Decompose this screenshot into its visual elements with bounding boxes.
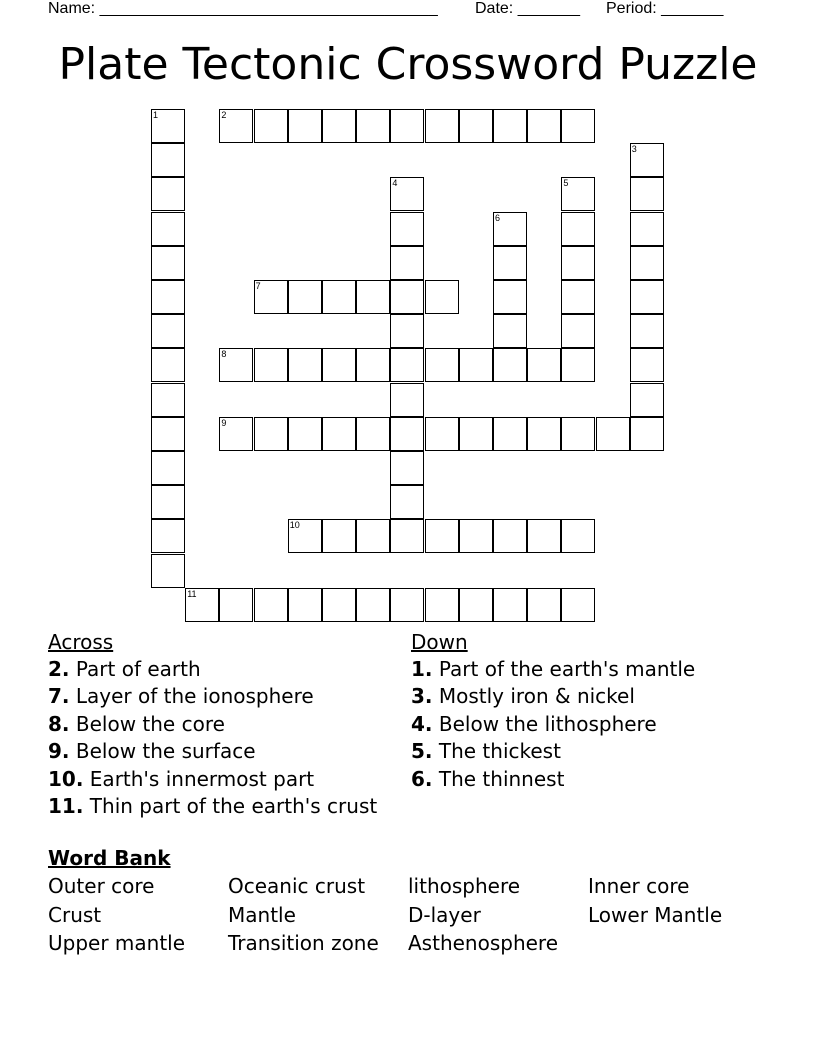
crossword-cell[interactable] (527, 348, 561, 382)
crossword-cell[interactable] (151, 485, 185, 519)
word-bank-word: Lower Mantle (588, 902, 723, 927)
crossword-cell[interactable] (288, 280, 322, 314)
word-bank-word: Transition zone (228, 931, 379, 955)
crossword-cell[interactable] (390, 246, 424, 280)
crossword-cell[interactable] (527, 588, 561, 622)
crossword-cell[interactable] (561, 519, 595, 553)
crossword-cell[interactable] (459, 348, 493, 382)
word-bank-word: Upper mantle (48, 931, 186, 955)
across-clue (48, 766, 377, 793)
crossword-cell[interactable] (288, 109, 322, 143)
cell-number: 10 (289, 520, 300, 531)
crossword-cell[interactable] (185, 588, 219, 622)
crossword-cell[interactable] (390, 348, 424, 382)
crossword-cell[interactable] (630, 417, 664, 451)
crossword-cell[interactable] (254, 588, 288, 622)
clue-text: The thinnest (438, 766, 565, 791)
crossword-cell[interactable] (288, 519, 322, 553)
crossword-cell[interactable] (527, 109, 561, 143)
crossword-cell[interactable] (151, 143, 185, 177)
crossword-cell[interactable] (288, 417, 322, 451)
word-bank-word: Crust (48, 902, 102, 927)
clue-number: 3. (411, 684, 433, 709)
clue-number: 11. (48, 794, 84, 819)
word-bank (48, 844, 768, 958)
clue-text: Below the core (75, 711, 225, 736)
cell-number: 9 (221, 417, 227, 428)
crossword-cell[interactable] (425, 109, 459, 143)
crossword-cell[interactable] (493, 348, 527, 382)
crossword-cell[interactable] (561, 348, 595, 382)
cell-number: 2 (221, 110, 227, 120)
crossword-cell[interactable] (493, 588, 527, 622)
crossword-cell[interactable] (356, 109, 390, 143)
crossword-cell[interactable] (356, 588, 390, 622)
crossword-cell[interactable] (254, 109, 288, 143)
clue-number: 10. (48, 766, 84, 791)
cell-number: 5 (563, 178, 569, 189)
crossword-cell[interactable] (356, 348, 390, 382)
crossword-cell[interactable] (254, 348, 288, 382)
crossword-cell[interactable] (151, 383, 185, 417)
clue-text: Earth's innermost part (89, 766, 315, 791)
crossword-cell[interactable] (390, 177, 424, 211)
crossword-cell[interactable] (493, 417, 527, 451)
clue-text: Layer of the ionosphere (75, 684, 314, 709)
word-bank-word: Outer core (48, 874, 155, 898)
crossword-cell[interactable] (596, 417, 630, 451)
crossword-cell[interactable] (288, 588, 322, 622)
crossword-cell[interactable] (630, 314, 664, 348)
cell-number: 6 (495, 212, 501, 223)
crossword-cell[interactable] (630, 143, 664, 177)
crossword-cell[interactable] (493, 212, 527, 246)
crossword-cell[interactable] (630, 246, 664, 280)
word-bank-word: Inner core (588, 874, 690, 898)
crossword-cell[interactable] (322, 519, 356, 553)
crossword-cell[interactable] (390, 451, 424, 485)
across-clue (48, 683, 377, 710)
across-clue (48, 793, 377, 820)
clue-number: 7. (48, 684, 70, 709)
crossword-cell[interactable] (151, 280, 185, 314)
down-clues (411, 628, 695, 793)
crossword-cell[interactable] (390, 588, 424, 622)
cell-number: 3 (631, 144, 637, 155)
cell-number: 8 (221, 349, 227, 360)
across-clue (48, 711, 377, 738)
word-bank-heading: Word Bank (48, 846, 171, 870)
date-field[interactable]: Date: _______ (475, 0, 580, 17)
crossword-cell[interactable] (219, 417, 253, 451)
down-heading: Down (411, 630, 468, 654)
crossword-cell[interactable] (561, 314, 595, 348)
cell-number: 7 (255, 281, 261, 291)
clue-text: Part of the earth's mantle (438, 657, 696, 681)
clue-number: 9. (48, 739, 70, 764)
cell-number: 1 (153, 110, 159, 120)
crossword-cell[interactable] (219, 588, 253, 622)
crossword-cell[interactable] (390, 212, 424, 246)
clue-number: 8. (48, 711, 70, 736)
crossword-cell[interactable] (151, 246, 185, 280)
crossword-cell[interactable] (425, 280, 459, 314)
crossword-cell[interactable] (322, 348, 356, 382)
word-bank-word: lithosphere (408, 874, 521, 898)
crossword-cell[interactable] (630, 177, 664, 211)
crossword-cell[interactable] (219, 109, 253, 143)
crossword-cell[interactable] (390, 314, 424, 348)
word-bank-word: Asthenosphere (408, 931, 559, 955)
crossword-cell[interactable] (630, 280, 664, 314)
crossword-cell[interactable] (322, 280, 356, 314)
across-clue (48, 656, 377, 683)
across-clues (48, 628, 377, 820)
crossword-cell[interactable] (459, 417, 493, 451)
crossword-cell[interactable] (425, 588, 459, 622)
clue-number: 5. (411, 739, 433, 764)
word-bank-word: D-layer (408, 902, 481, 927)
crossword-cell[interactable] (288, 348, 322, 382)
clue-text: Below the lithosphere (438, 711, 657, 736)
crossword-cell[interactable] (561, 280, 595, 314)
clue-text: Mostly iron & nickel (438, 684, 635, 709)
clue-text: Thin part of the earth's crust (89, 794, 378, 819)
crossword-cell[interactable] (151, 554, 185, 588)
word-bank-word: Oceanic crust (228, 874, 366, 898)
crossword-cell[interactable] (561, 177, 595, 211)
crossword-cell[interactable] (561, 109, 595, 143)
crossword-cell[interactable] (254, 280, 288, 314)
across-heading: Across (48, 630, 114, 654)
crossword-cell[interactable] (322, 109, 356, 143)
crossword-cell[interactable] (151, 177, 185, 211)
crossword-cell[interactable] (356, 417, 390, 451)
down-clue (411, 683, 695, 710)
across-clue (48, 738, 377, 765)
crossword-cell[interactable] (630, 383, 664, 417)
crossword-cell[interactable] (390, 109, 424, 143)
crossword-cell[interactable] (151, 348, 185, 382)
crossword-cell[interactable] (493, 246, 527, 280)
clue-number: 4. (411, 711, 433, 736)
crossword-cell[interactable] (322, 588, 356, 622)
crossword-cell[interactable] (459, 519, 493, 553)
crossword-cell[interactable] (356, 519, 390, 553)
crossword-cell[interactable] (493, 280, 527, 314)
crossword-cell[interactable] (151, 109, 185, 143)
crossword-cell[interactable] (459, 588, 493, 622)
clue-text: The thickest (438, 739, 561, 764)
crossword-cell[interactable] (493, 109, 527, 143)
crossword-cell[interactable] (425, 348, 459, 382)
crossword-cell[interactable] (493, 314, 527, 348)
crossword-cell[interactable] (254, 417, 288, 451)
crossword-cell[interactable] (390, 485, 424, 519)
clue-number: 2. (48, 657, 70, 681)
clue-text: Below the surface (75, 739, 256, 764)
crossword-cell[interactable] (390, 280, 424, 314)
word-bank-word: Mantle (228, 902, 296, 927)
crossword-cell[interactable] (219, 348, 253, 382)
down-clue (411, 656, 695, 683)
name-field[interactable]: Name: ______________________________________ (48, 0, 438, 17)
crossword-cell[interactable] (561, 246, 595, 280)
crossword-cell[interactable] (356, 280, 390, 314)
crossword-cell[interactable] (425, 417, 459, 451)
crossword-cell[interactable] (425, 519, 459, 553)
crossword-cell[interactable] (561, 417, 595, 451)
period-field[interactable]: Period: _______ (606, 0, 724, 17)
clue-number: 6. (411, 766, 433, 791)
crossword-cell[interactable] (561, 588, 595, 622)
crossword-cell[interactable] (527, 417, 561, 451)
crossword-cell[interactable] (390, 383, 424, 417)
crossword-cell[interactable] (561, 212, 595, 246)
down-clue (411, 766, 695, 793)
crossword-cell[interactable] (390, 417, 424, 451)
down-clue (411, 711, 695, 738)
crossword-cell[interactable] (527, 519, 561, 553)
crossword-cell[interactable] (151, 212, 185, 246)
clue-number: 1. (411, 657, 433, 681)
crossword-cell[interactable] (151, 417, 185, 451)
crossword-cell[interactable] (151, 519, 185, 553)
crossword-cell[interactable] (459, 109, 493, 143)
crossword-cell[interactable] (151, 314, 185, 348)
crossword-cell[interactable] (390, 519, 424, 553)
crossword-cell[interactable] (493, 519, 527, 553)
crossword-cell[interactable] (151, 451, 185, 485)
crossword-cell[interactable] (630, 212, 664, 246)
puzzle-title: Plate Tectonic Crossword Puzzle (58, 39, 758, 90)
cell-number: 11 (187, 588, 197, 599)
cell-number: 4 (392, 178, 398, 189)
crossword-cell[interactable] (630, 348, 664, 382)
crossword-cell[interactable] (322, 417, 356, 451)
clue-text: Part of earth (75, 657, 201, 681)
down-clue (411, 738, 695, 765)
